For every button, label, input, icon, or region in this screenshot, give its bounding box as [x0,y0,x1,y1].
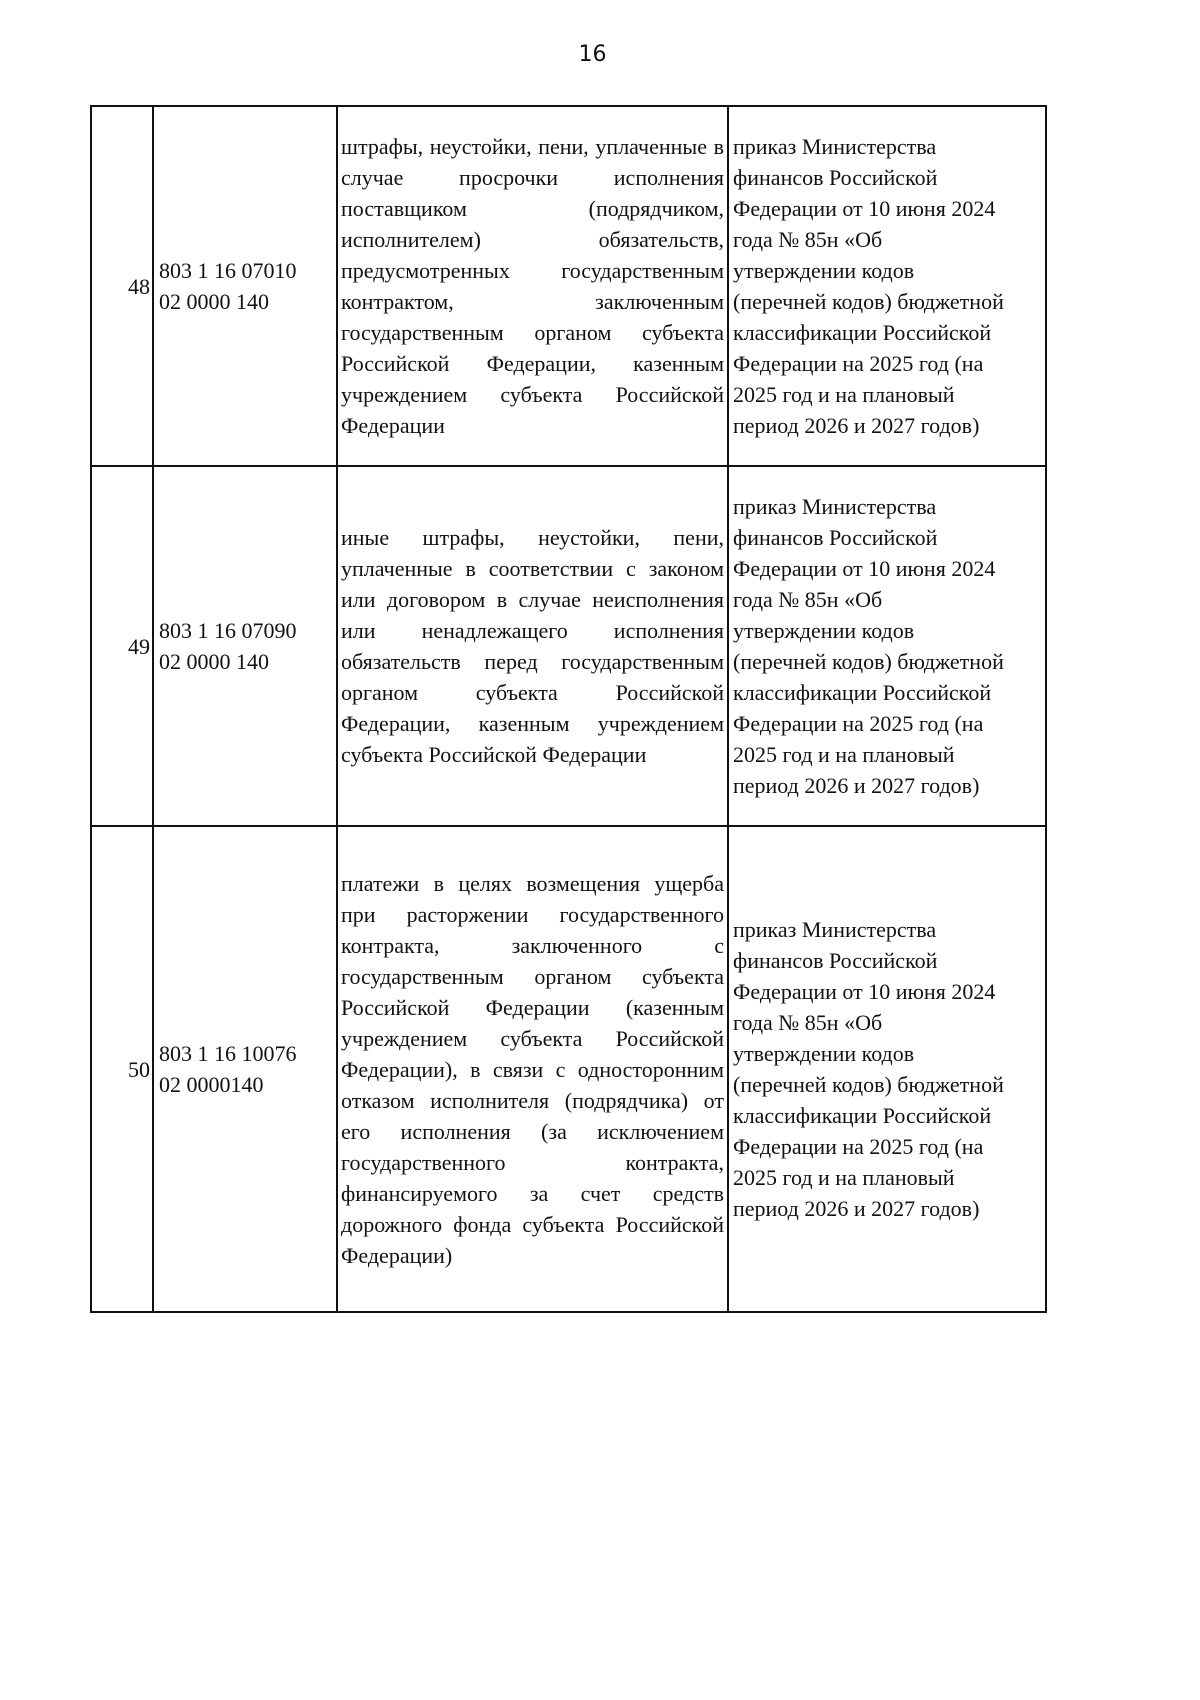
legal-basis-line: приказ Министерства [733,494,937,519]
revenue-description: штрафы, неустойки, пени, уплаченные в случае просрочки исполнения поставщиком (подрядчиком, исполнителем) обязательств, предусмотренных государственным контрактом, заключенным государственным органом субъекта Российской Федерации, казенным учреждением субъекта Российской Федерации [337,106,728,466]
legal-basis-line: приказ Министерства [733,917,937,942]
row-number: 48 [91,106,153,466]
legal-basis-line: классификации Российской [733,320,992,345]
legal-basis-line: 2025 год и на плановый [733,382,955,407]
revenue-description: платежи в целях возмещения ущерба при расторжении государственного контракта, заключенного с государственным органом субъекта Российской Федерации (казенным учреждением субъекта Российской Федерации), в связи с односторонним отказом исполнителя (подрядчика) от его исполнения (за исключением государственного контракта, финансируемого за счет средств дорожного фонда субъекта Российской Федерации) [337,826,728,1312]
budget-code-line: 02 0000 140 [159,289,269,314]
legal-basis-line: финансов Российской [733,525,938,550]
row-number: 49 [91,466,153,826]
legal-basis-line: классификации Российской [733,1103,992,1128]
budget-code [153,826,337,1312]
legal-basis-line: 2025 год и на плановый [733,742,955,767]
legal-basis-line: Федерации от 10 июня 2024 [733,556,996,581]
legal-basis-line: утверждении кодов [733,618,915,643]
budget-code-line: 803 1 16 07010 [159,258,297,283]
legal-basis-line: года № 85н «Об [733,227,883,252]
legal-basis-line: период 2026 и 2027 годов) [733,413,980,438]
budget-codes-table [90,105,1047,1313]
legal-basis-line: (перечней кодов) бюджетной [733,289,1004,314]
budget-code-line: 803 1 16 10076 [159,1041,297,1066]
legal-basis-line: период 2026 и 2027 годов) [733,773,980,798]
legal-basis [728,106,1046,466]
legal-basis-line: года № 85н «Об [733,587,883,612]
row-number: 50 [91,826,153,1312]
legal-basis-line: Федерации от 10 июня 2024 [733,979,996,1004]
legal-basis [728,466,1046,826]
legal-basis-line: года № 85н «Об [733,1010,883,1035]
legal-basis-line: период 2026 и 2027 годов) [733,1196,980,1221]
legal-basis-line: Федерации от 10 июня 2024 [733,196,996,221]
table-row [91,106,1046,466]
legal-basis-line: утверждении кодов [733,1041,915,1066]
budget-code-line: 02 0000140 [159,1072,264,1097]
legal-basis-line: финансов Российской [733,165,938,190]
budget-code [153,466,337,826]
budget-code-line: 02 0000 140 [159,649,269,674]
legal-basis-line: утверждении кодов [733,258,915,283]
legal-basis [728,826,1046,1312]
budget-code-line: 803 1 16 07090 [159,618,297,643]
legal-basis-line: финансов Российской [733,948,938,973]
revenue-description: иные штрафы, неустойки, пени, уплаченные в соответствии с законом или договором в случае неисполнения или ненадлежащего исполнения обязательств перед государственным органом субъекта Российской Федерации, казенным учреждением субъекта Российской Федерации [337,466,728,826]
legal-basis-line: (перечней кодов) бюджетной [733,1072,1004,1097]
budget-code [153,106,337,466]
legal-basis-line: (перечней кодов) бюджетной [733,649,1004,674]
legal-basis-line: Федерации на 2025 год (на [733,711,984,736]
legal-basis-line: Федерации на 2025 год (на [733,351,984,376]
legal-basis-line: приказ Министерства [733,134,937,159]
table-row [91,826,1046,1312]
table-row [91,466,1046,826]
page-number: 16 [578,42,607,67]
legal-basis-line: Федерации на 2025 год (на [733,1134,984,1159]
legal-basis-line: классификации Российской [733,680,992,705]
legal-basis-line: 2025 год и на плановый [733,1165,955,1190]
